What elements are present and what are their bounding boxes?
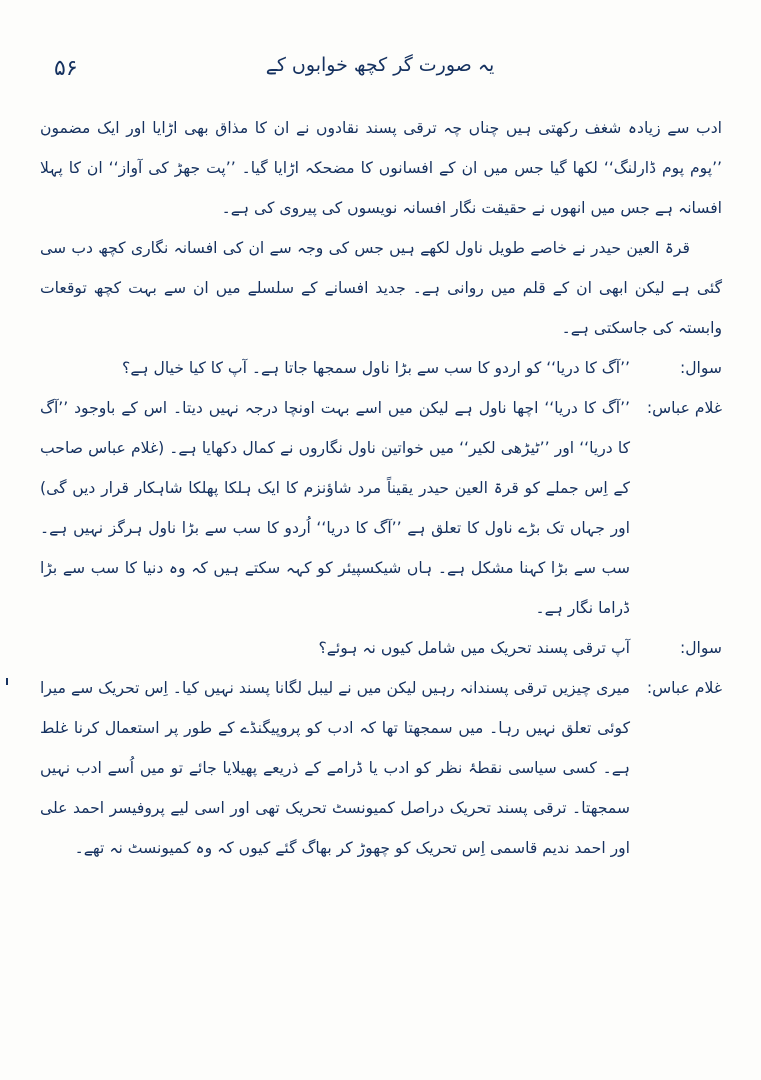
page-header bbox=[40, 48, 721, 88]
question-text: آپ ترقی پسند تحریک میں شامل کیوں نہ ہوئے؟ bbox=[318, 639, 630, 657]
answer-block bbox=[40, 388, 722, 628]
answer-text: میری چیزیں ترقی پسندانہ رہیں لیکن میں نے لیبل لگانا پسند نہیں کیا۔ اِس تحریک سے میرا کوئی تعلق نہیں رہا۔ میں سمجھتا تھا کہ ادب کو پروپیگنڈے کے طور پر استعمال کرنا غلط ہے۔ کسی سیاسی نقطۂ نظر کو ادب یا ڈرامے کے ذریعے پھیلایا جائے تو میں اُسے ادب نہیں سمجھتا۔ ترقی پسند تحریک دراصل کمیونسٹ تحریک تھی اور اسی لیے پروفیسر احمد علی اور احمد ندیم قاسمی اِس تحریک کو چھوڑ کر بھاگ گئے کیوں کہ وہ کمیونسٹ نہ تھے۔ bbox=[40, 679, 630, 857]
speaker-label: غلام عباس: bbox=[646, 399, 722, 417]
speaker-label: سوال: bbox=[679, 359, 722, 377]
answer-text: ’’آگ کا دریا‘‘ اچھا ناول ہے لیکن میں اسے بہت اونچا درجہ نہیں دیتا۔ اس کے باوجود ’’آگ کا دریا‘‘ اور ’’ٹیڑھی لکیر‘‘ میں خواتین ناول نگاروں نے کمال دکھایا ہے۔ (غلام عباس صاحب کے اِس جملے کو قرۃ العین حیدر یقیناً مرد شاؤنزم کا ایک ہلکا پھلکا شاہکار قرار دیں گی) اور جہاں تک بڑے ناول کا تعلق ہے ’’آگ کا دریا‘‘ اُردو کا سب سے بڑا ناول ہرگز نہیں ہے۔ سب سے بڑا کہنا مشکل ہے۔ ہاں شیکسپیئر کو کہہ سکتے ہیں کہ وہ دنیا کا سب سے بڑا ڈراما نگار ہے۔ bbox=[40, 399, 630, 617]
page-body bbox=[40, 108, 722, 868]
speaker-label: سوال: bbox=[679, 639, 722, 657]
paragraph: ادب سے زیادہ شغف رکھتی ہیں چناں چہ ترقی پسند نقادوں نے ان کا مذاق بھی اڑایا اور ایک مضمون ’’پوم پوم ڈارلنگ‘‘ لکھا گیا جس میں ان کے افسانوں کا مضحکہ اڑایا گیا۔ ’’پت جھڑ کی آواز‘‘ ان کا پہلا افسانہ ہے جس میں انھوں نے حقیقت نگار افسانہ نویسوں کی پیروی کی ہے۔ bbox=[40, 119, 722, 217]
paragraph: قرۃ العین حیدر نے خاصے طویل ناول لکھے ہیں جس کی وجہ سے ان کی افسانہ نگاری کچھ دب سی گئی ہے لیکن ابھی ان کے قلم میں روانی ہے۔ جدید افسانے کے سلسلے میں ان سے بہت کچھ توقعات وابستہ کی جاسکتی ہے۔ bbox=[40, 239, 722, 337]
answer-block bbox=[40, 668, 722, 868]
margin-mark bbox=[6, 678, 8, 685]
question-block bbox=[40, 348, 722, 388]
page-number: ۵۶ bbox=[54, 56, 78, 81]
running-title: یہ صورت گر کچھ خوابوں کے bbox=[265, 54, 495, 76]
question-text: ’’آگ کا دریا‘‘ کو اردو کا سب سے بڑا ناول سمجھا جاتا ہے۔ آپ کا کیا خیال ہے؟ bbox=[122, 359, 630, 377]
speaker-label: غلام عباس: bbox=[646, 679, 722, 697]
question-block bbox=[40, 628, 722, 668]
